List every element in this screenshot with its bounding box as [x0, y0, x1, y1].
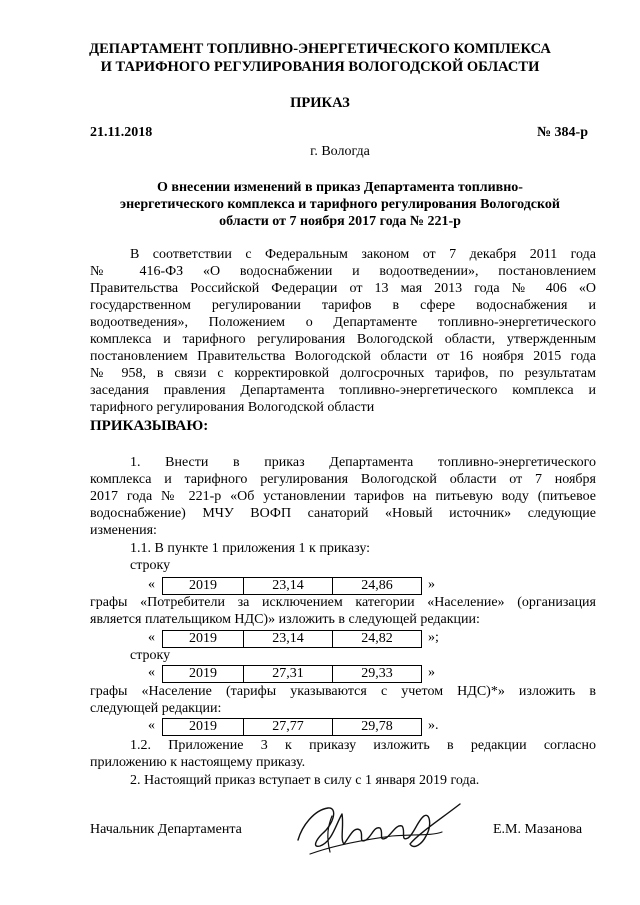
quote-close: ».	[428, 718, 439, 733]
tariff-row-table	[162, 630, 422, 648]
document-type: ПРИКАЗ	[290, 95, 350, 111]
tariff-value-1: 23,14	[244, 631, 333, 648]
quote-open: «	[148, 718, 155, 733]
department-name-line1: ДЕПАРТАМЕНТ ТОПЛИВНО-ЭНЕРГЕТИЧЕСКОГО КОМПЛЕКСА	[89, 41, 551, 57]
graphy1-line: является плательщиком НДС)» изложить в следующей редакции:	[90, 612, 480, 627]
tariff-row-table	[162, 665, 422, 683]
stroku-label: строку	[130, 558, 171, 573]
tariff-row-table	[162, 577, 422, 595]
preamble-line: тарифного регулирования Вологодской области	[90, 400, 375, 415]
preamble-line: № 958, в связи с корректировкой долгосрочных тарифов, по результатам	[90, 366, 596, 381]
quote-open: «	[148, 630, 155, 645]
item1-line: 1. Внести в приказ Департамента топливно-энергетического	[130, 455, 596, 470]
department-name-line2: И ТАРИФНОГО РЕГУЛИРОВАНИЯ ВОЛОГОДСКОЙ ОБЛАСТИ	[100, 59, 540, 75]
item1-line: водоснабжение) МЧУ ВОФП санаторий «Новый источник» следующие	[90, 506, 596, 521]
signatory-position: Начальник Департамента	[90, 822, 242, 837]
graphy1-line: графы «Потребители за исключением категории «Население» (организация	[90, 595, 596, 610]
handwritten-signature	[292, 796, 472, 862]
graphy2-line: графы «Население (тарифы указываются с учетом НДС)*» изложить в	[90, 684, 596, 699]
tariff-row-table	[162, 718, 422, 736]
subitem-1-1: 1.1. В пункте 1 приложения 1 к приказу:	[130, 541, 371, 556]
stroku-label: строку	[130, 648, 171, 663]
tariff-year: 2019	[163, 578, 244, 595]
quote-close: »	[428, 577, 435, 592]
quote-close: »	[428, 665, 435, 680]
quote-close: »;	[428, 630, 439, 645]
graphy2-line: следующей редакции:	[90, 701, 222, 716]
preamble-line: Правительства Российской Федерации от 13 мая 2013 года № 406 «О	[90, 281, 596, 296]
tariff-year: 2019	[163, 666, 244, 683]
order-title-line2: энергетического комплекса и тарифного регулирования Вологодской	[120, 197, 560, 212]
quote-open: «	[148, 577, 155, 592]
order-title-line3: области от 7 ноября 2017 года № 221-р	[219, 214, 461, 229]
preamble-line: постановлением Правительства Вологодской области от 16 ноября 2015 года	[90, 349, 596, 364]
tariff-value-2: 29,78	[333, 719, 422, 736]
preamble-line: водоотведения», Положением о Департаменте топливно-энергетического	[90, 315, 596, 330]
preamble-line: В соответствии с Федеральным законом от 7 декабря 2011 года	[130, 247, 596, 262]
tariff-year: 2019	[163, 719, 244, 736]
item1-line: комплекса и тарифного регулирования Вологодской области от 7 ноября	[90, 472, 596, 487]
signatory-name: Е.М. Мазанова	[493, 822, 583, 837]
item2: 2. Настоящий приказ вступает в силу с 1 января 2019 года.	[130, 773, 480, 788]
preamble-line: комплекса и тарифного регулирования Вологодской области, утвержденным	[90, 332, 596, 347]
item1-line: 2017 года № 221-р «Об установлении тарифов на питьевую воду (питьевое	[90, 489, 596, 504]
tariff-value-1: 23,14	[244, 578, 333, 595]
order-date: 21.11.2018	[90, 125, 153, 140]
subitem-1-2-line: приложению к настоящему приказу.	[90, 755, 306, 770]
subitem-1-2-line: 1.2. Приложение 3 к приказу изложить в редакции согласно	[130, 738, 596, 753]
tariff-year: 2019	[163, 631, 244, 648]
city: г. Вологда	[310, 144, 370, 159]
tariff-value-1: 27,31	[244, 666, 333, 683]
order-title-line1: О внесении изменений в приказ Департамента топливно-	[157, 180, 523, 195]
tariff-value-2: 24,82	[333, 631, 422, 648]
tariff-value-2: 29,33	[333, 666, 422, 683]
preamble-line: государственном регулировании тарифов в сфере водоснабжения и	[90, 298, 596, 313]
preamble-line: заседания правления Департамента топливно-энергетического комплекса и	[90, 383, 596, 398]
quote-open: «	[148, 665, 155, 680]
order-word: ПРИКАЗЫВАЮ:	[90, 418, 209, 434]
item1-line: изменения:	[90, 523, 157, 538]
tariff-value-2: 24,86	[333, 578, 422, 595]
order-number: № 384-р	[536, 125, 588, 140]
tariff-value-1: 27,77	[244, 719, 333, 736]
preamble-line: № 416-ФЗ «О водоснабжении и водоотведении», постановлением	[90, 264, 596, 279]
